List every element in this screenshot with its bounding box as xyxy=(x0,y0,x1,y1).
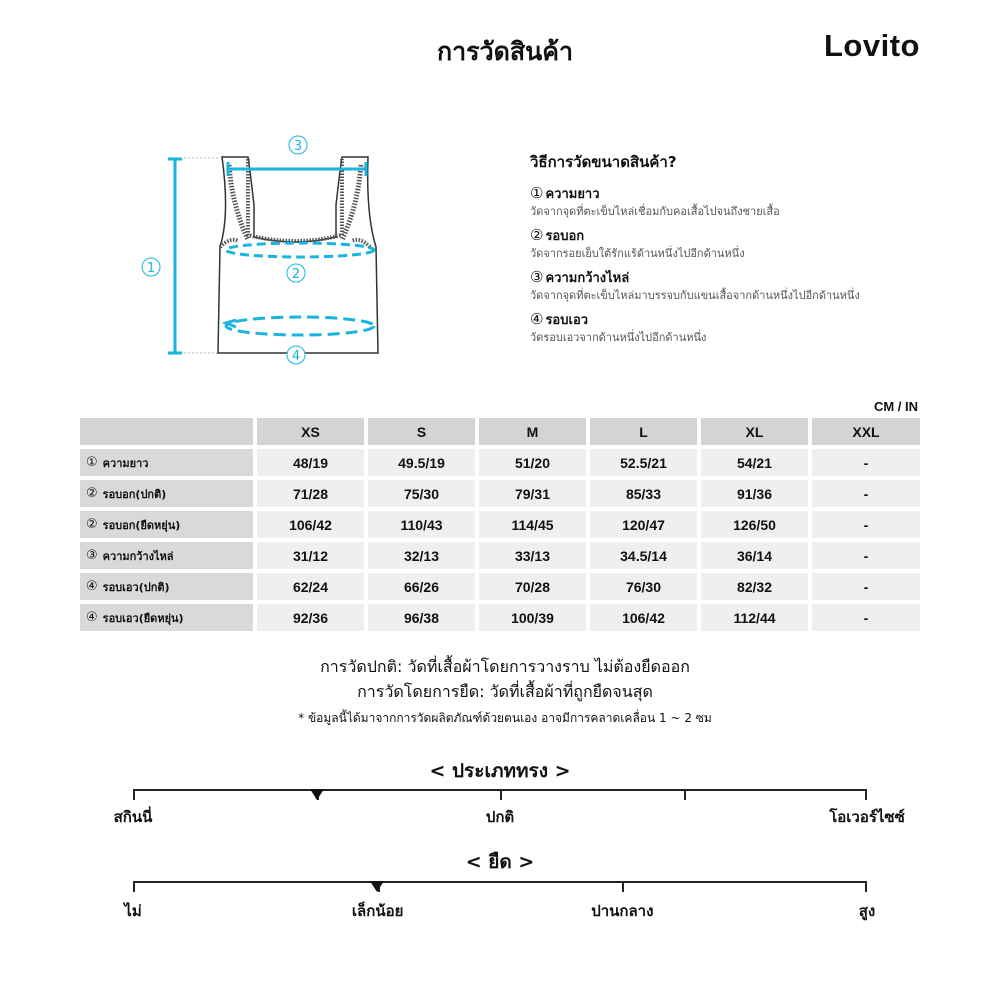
row-number: ② xyxy=(86,517,98,532)
size-header: M xyxy=(479,418,586,445)
size-table xyxy=(80,418,920,635)
page-title: การวัดสินค้า xyxy=(437,37,573,66)
note-stretch: การวัดโดยการยืด: วัดที่เสื้อผ้าที่ถูกยืดจนสุด xyxy=(357,682,653,701)
row-number: ① xyxy=(86,455,98,470)
row-label xyxy=(80,511,253,538)
table-cell: 126/50 xyxy=(701,511,808,538)
scale-tick xyxy=(500,789,502,800)
scale-tick xyxy=(133,881,135,892)
table-cell: 31/12 xyxy=(257,542,364,569)
row-label-text: รอบอก(ปกติ) xyxy=(102,487,167,501)
table-cell: 70/28 xyxy=(479,573,586,600)
scale-marker-icon xyxy=(310,789,324,800)
step-description: วัดจากจุดที่ตะเข็บไหล่เชื่อมกับคอเสื้อไปจนถึงชายเสื้อ xyxy=(530,205,780,218)
scale-tick xyxy=(684,789,686,800)
table-row xyxy=(80,449,920,480)
table-cell: 79/31 xyxy=(479,480,586,507)
row-label xyxy=(80,480,253,507)
step-description: วัดรอบเอวจากด้านหนึ่งไปอีกด้านหนึ่ง xyxy=(530,331,707,344)
step-name: รอบเอว xyxy=(545,313,589,328)
scale-tick xyxy=(865,789,867,800)
table-body xyxy=(80,449,920,635)
header-corner xyxy=(80,418,253,445)
step-shoulder xyxy=(530,268,950,304)
table-row xyxy=(80,573,920,604)
size-header: S xyxy=(368,418,475,445)
table-cell: 106/42 xyxy=(257,511,364,538)
table-cell: - xyxy=(812,542,920,569)
table-cell: 120/47 xyxy=(590,511,697,538)
table-cell: 92/36 xyxy=(257,604,364,631)
marker-2: 2 xyxy=(291,267,301,282)
scale-label: ปกติ xyxy=(485,808,515,826)
how-to-measure xyxy=(530,150,950,352)
table-cell: - xyxy=(812,511,920,538)
table-header-row xyxy=(80,418,920,449)
table-cell: 76/30 xyxy=(590,573,697,600)
scale-marker-icon xyxy=(370,881,384,892)
row-number: ④ xyxy=(86,610,98,625)
step-bust xyxy=(530,226,950,262)
brand-logo: Lovito xyxy=(824,28,920,63)
table-cell: 32/13 xyxy=(368,542,475,569)
row-number: ③ xyxy=(86,548,98,563)
step-waist xyxy=(530,310,950,346)
fit-scale xyxy=(133,789,867,803)
row-label-text: ความกว้างไหล่ xyxy=(102,549,174,563)
step-description: วัดจากรอยเย็บใต้รักแร้ด้านหนึ่งไปอีกด้านหนึ่ง xyxy=(530,247,745,260)
table-cell: 54/21 xyxy=(701,449,808,476)
row-label xyxy=(80,573,253,600)
row-label-text: รอบเอว(ยืดหยุ่น) xyxy=(102,611,184,625)
step-description: วัดจากจุดที่ตะเข็บไหล่มาบรรจบกับแขนเสื้อจากด้านหนึ่งไปอีกด้านหนึ่ง xyxy=(530,289,860,302)
table-cell: 51/20 xyxy=(479,449,586,476)
table-cell: 71/28 xyxy=(257,480,364,507)
row-number: ② xyxy=(86,486,98,501)
marker-3: 3 xyxy=(293,139,303,154)
table-cell: 91/36 xyxy=(701,480,808,507)
row-label xyxy=(80,542,253,569)
row-label xyxy=(80,449,253,476)
scale-line xyxy=(133,881,867,883)
table-cell: 33/13 xyxy=(479,542,586,569)
table-row xyxy=(80,480,920,511)
table-cell: 106/42 xyxy=(590,604,697,631)
table-cell: 82/32 xyxy=(701,573,808,600)
scale-label: สกินนี่ xyxy=(113,808,153,826)
row-number: ④ xyxy=(86,579,98,594)
table-cell: 114/45 xyxy=(479,511,586,538)
row-label-text: รอบเอว(ปกติ) xyxy=(102,580,170,594)
table-cell: 66/26 xyxy=(368,573,475,600)
note-disclaimer: * ข้อมูลนี้ได้มาจากการวัดผลิตภัณฑ์ด้วยตนเอง อาจมีการคลาดเคลื่อน 1 ~ 2 ซม xyxy=(298,711,712,725)
fit-scale-title: < ประเภททรง > xyxy=(429,760,571,782)
note-normal: การวัดปกติ: วัดที่เสื้อผ้าโดยการวางราบ ไม่ต้องยืดออก xyxy=(320,657,690,676)
table-cell: 75/30 xyxy=(368,480,475,507)
unit-label: CM / IN xyxy=(873,399,918,414)
step-number: ② xyxy=(530,226,544,244)
table-cell: 85/33 xyxy=(590,480,697,507)
stretch-scale-title: < ยืด > xyxy=(465,851,535,873)
scale-tick xyxy=(865,881,867,892)
scale-label: ไม่ xyxy=(124,902,142,920)
table-row xyxy=(80,511,920,542)
table-row xyxy=(80,604,920,635)
table-cell: 34.5/14 xyxy=(590,542,697,569)
step-length xyxy=(530,184,950,220)
size-header: XL xyxy=(701,418,808,445)
table-cell: 100/39 xyxy=(479,604,586,631)
stretch-scale xyxy=(133,881,867,895)
size-header: XS xyxy=(257,418,364,445)
scale-label: สูง xyxy=(858,902,876,920)
table-cell: 52.5/21 xyxy=(590,449,697,476)
step-number: ④ xyxy=(530,310,544,328)
table-cell: - xyxy=(812,449,920,476)
table-cell: 112/44 xyxy=(701,604,808,631)
table-cell: - xyxy=(812,480,920,507)
scale-label: เล็กน้อย xyxy=(351,902,404,920)
scale-label: โอเวอร์ไซซ์ xyxy=(829,808,905,826)
step-name: รอบอก xyxy=(545,229,585,244)
table-cell: 36/14 xyxy=(701,542,808,569)
step-number: ① xyxy=(530,184,544,202)
table-cell: 110/43 xyxy=(368,511,475,538)
row-label-text: รอบอก(ยืดหยุ่น) xyxy=(102,518,181,532)
marker-1: 1 xyxy=(146,261,156,276)
garment-diagram xyxy=(130,125,400,370)
step-name: ความกว้างไหล่ xyxy=(545,271,630,286)
table-cell: - xyxy=(812,573,920,600)
row-label-text: ความยาว xyxy=(102,456,149,470)
size-header: XXL xyxy=(812,418,920,445)
size-header: L xyxy=(590,418,697,445)
table-cell: 96/38 xyxy=(368,604,475,631)
step-name: ความยาว xyxy=(545,187,600,202)
table-cell: - xyxy=(812,604,920,631)
scale-label: ปานกลาง xyxy=(591,902,654,920)
scale-tick xyxy=(622,881,624,892)
marker-4: 4 xyxy=(291,349,301,364)
how-to-title: วิธีการวัดขนาดสินค้า? xyxy=(530,153,677,171)
table-cell: 49.5/19 xyxy=(368,449,475,476)
table-cell: 48/19 xyxy=(257,449,364,476)
table-cell: 62/24 xyxy=(257,573,364,600)
row-label xyxy=(80,604,253,631)
step-number: ③ xyxy=(530,268,544,286)
table-row xyxy=(80,542,920,573)
scale-tick xyxy=(133,789,135,800)
